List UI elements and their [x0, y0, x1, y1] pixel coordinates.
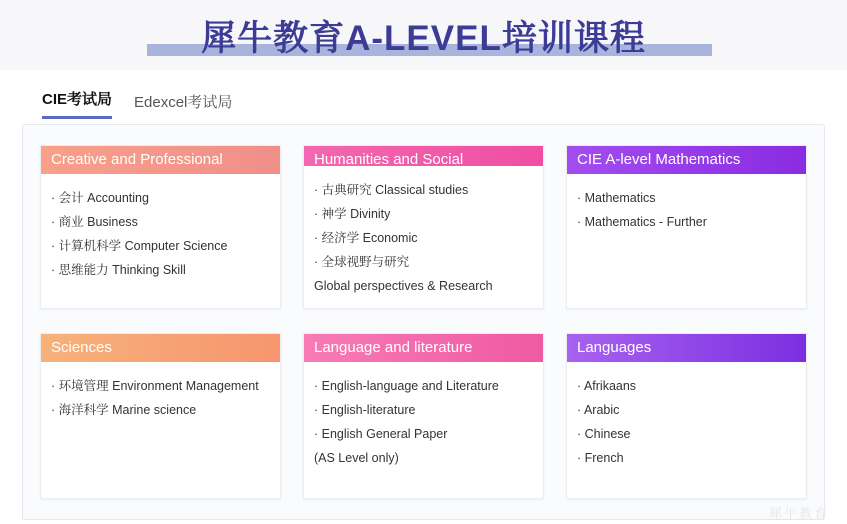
list-item: · Mathematics: [577, 191, 656, 205]
list-item: · 会计 Accounting: [51, 191, 149, 205]
list-item: · 思维能力 Thinking Skill: [51, 263, 186, 277]
course-card-grid: [40, 145, 808, 499]
list-item: · 古典研究 Classical studies: [314, 183, 469, 197]
card-course-list: [567, 362, 806, 498]
card-course-list: [41, 174, 280, 308]
watermark: 犀牛教育: [768, 506, 829, 521]
card-title: Creative and Professional: [41, 146, 280, 174]
list-item: · 经济学 Economic: [314, 231, 418, 245]
list-item: · 环境管理 Environment Management: [51, 379, 259, 393]
tab-cie[interactable]: CIE考试局: [42, 88, 112, 119]
tab-edexcel[interactable]: Edexcel考试局: [134, 94, 233, 111]
card-title: Language and literature: [304, 334, 543, 362]
course-card-cie-a-level-mathematics[interactable]: [566, 145, 807, 309]
list-item: · 海洋科学 Marine science: [51, 403, 197, 417]
course-card-creative-and-professional[interactable]: [40, 145, 281, 309]
list-item: · Chinese: [577, 427, 631, 441]
list-item: · English General Paper: [314, 427, 448, 441]
list-item: (AS Level only): [314, 451, 399, 465]
list-item: · English-literature: [314, 403, 416, 417]
card-title: Languages: [567, 334, 806, 362]
list-item: · 全球视野与研究: [314, 255, 410, 269]
course-card-languages[interactable]: [566, 333, 807, 499]
course-card-humanities-and-social[interactable]: [303, 145, 544, 309]
list-item: · 神学 Divinity: [314, 207, 391, 221]
course-card-language-and-literature[interactable]: [303, 333, 544, 499]
card-title: Humanities and Social: [304, 146, 543, 166]
card-course-list: [304, 166, 543, 308]
list-item: · Afrikaans: [577, 379, 637, 393]
list-item: · Mathematics - Further: [577, 215, 707, 229]
list-item: · English-language and Literature: [314, 379, 499, 393]
list-item: · 商业 Business: [51, 215, 138, 229]
list-item: · 计算机科学 Computer Science: [51, 239, 228, 253]
card-course-list: [41, 362, 280, 498]
page-header: [0, 0, 847, 70]
card-course-list: [567, 174, 806, 308]
list-item: · Arabic: [577, 403, 620, 417]
list-item: · French: [577, 451, 624, 465]
exam-board-tabs: [42, 88, 232, 119]
card-title: Sciences: [41, 334, 280, 362]
card-course-list: [304, 362, 543, 498]
list-item: Global perspectives & Research: [314, 279, 493, 293]
page-title: 犀牛教育A-LEVEL培训课程: [201, 19, 646, 58]
course-card-sciences[interactable]: [40, 333, 281, 499]
card-title: CIE A-level Mathematics: [567, 146, 806, 174]
